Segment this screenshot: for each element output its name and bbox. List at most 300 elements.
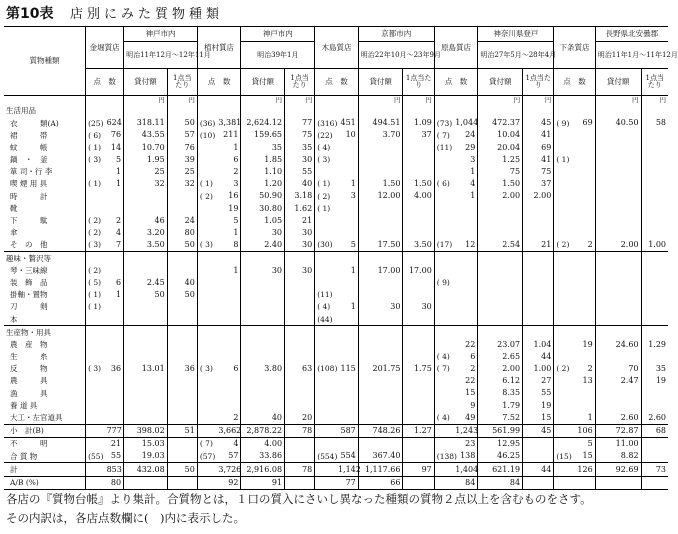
mixed-count-cell	[197, 339, 216, 351]
points-cell	[105, 264, 124, 276]
points-cell: 1,044	[455, 118, 479, 128]
mixed-count-cell	[197, 301, 216, 313]
subheader-amount: 貸付額	[595, 69, 641, 96]
points-cell: 77	[336, 476, 358, 489]
points-cell	[105, 412, 124, 425]
points-cell: 1,243	[453, 424, 478, 437]
amount-cell	[595, 351, 641, 363]
mixed-count-cell: (30)	[317, 240, 333, 250]
table-row	[4, 277, 668, 289]
per-item-cell: 68	[641, 424, 668, 437]
amount-cell: 46	[124, 215, 168, 227]
amount-cell	[358, 289, 403, 301]
table-row	[4, 363, 668, 375]
table-row	[4, 375, 668, 387]
per-item-cell: 77	[285, 117, 315, 129]
subheader-amount: 貸付額	[478, 69, 523, 96]
unit-yen: 円	[285, 96, 315, 106]
points-cell	[105, 375, 124, 387]
points-cell: 6	[233, 364, 239, 374]
points-cell: 19	[228, 203, 239, 213]
per-item-cell: 21	[523, 239, 554, 252]
amount-cell	[124, 326, 168, 339]
unit-yen: 円	[124, 96, 168, 106]
points-cell	[336, 227, 358, 239]
amount-cell: 50.90	[241, 190, 285, 202]
points-cell	[216, 277, 241, 289]
per-item-cell	[285, 105, 315, 117]
table-row	[4, 252, 668, 265]
points-cell	[216, 252, 241, 265]
points-cell: 3,662	[216, 424, 241, 437]
points-cell: 69	[582, 118, 593, 128]
row-label: 装 飾 品	[4, 277, 86, 289]
row-label: 漁 具	[4, 387, 86, 399]
shop-uemura-region: 神戸市内	[241, 27, 315, 42]
amount-cell	[358, 166, 403, 178]
per-item-cell: 4.00	[403, 190, 434, 202]
amount-cell	[478, 252, 523, 265]
unit-yen: 円	[403, 96, 434, 106]
mixed-count-cell	[434, 313, 453, 326]
unit-yen: 円	[167, 96, 197, 106]
mixed-count-cell	[197, 412, 216, 425]
amount-cell	[124, 252, 168, 265]
amount-cell: 159.65	[241, 129, 285, 141]
row-label: 小 計(B)	[4, 424, 86, 437]
mixed-count-cell: ( 4)	[436, 413, 450, 423]
mixed-count-cell	[434, 252, 453, 265]
mixed-count-cell	[315, 424, 336, 437]
mixed-count-cell: ( 2)	[88, 228, 102, 238]
points-cell	[453, 313, 478, 326]
points-cell: 138	[460, 451, 476, 461]
amount-cell: 3.50	[124, 239, 168, 252]
points-cell	[336, 166, 358, 178]
amount-cell: 4.00	[241, 438, 285, 451]
per-item-cell	[285, 252, 315, 265]
amount-cell	[358, 227, 403, 239]
table-row	[4, 190, 668, 202]
mixed-count-cell	[434, 154, 453, 166]
per-item-cell	[285, 400, 315, 412]
per-item-cell	[641, 289, 668, 301]
amount-cell: 75	[478, 166, 523, 178]
mixed-count-cell	[434, 326, 453, 339]
subheader-amount: 貸付額	[124, 69, 168, 96]
footnote-line-2: その内訳は，各店点数欄に( )内に表示した。	[6, 511, 245, 525]
points-cell	[336, 313, 358, 326]
points-cell	[105, 252, 124, 265]
per-item-cell	[641, 326, 668, 339]
per-item-cell	[641, 387, 668, 399]
row-label: 農 産 物	[4, 339, 86, 351]
amount-cell: 24.60	[595, 339, 641, 351]
points-cell	[453, 227, 478, 239]
points-cell	[105, 326, 124, 339]
per-item-cell	[167, 387, 197, 399]
amount-cell: 2,878.22	[241, 424, 285, 437]
points-cell: 15	[582, 451, 593, 461]
amount-cell	[595, 166, 641, 178]
points-cell: 84	[453, 476, 478, 489]
table-title	[6, 3, 223, 25]
row-label: 刀 剣	[4, 301, 86, 313]
per-item-cell	[403, 154, 434, 166]
mixed-count-cell: ( 3)	[88, 364, 102, 374]
mixed-count-cell	[86, 351, 105, 363]
points-cell	[573, 289, 595, 301]
points-cell: 853	[105, 463, 124, 476]
col-item-header: 質物種類	[4, 27, 86, 96]
amount-cell	[241, 105, 285, 117]
points-cell	[573, 203, 595, 215]
mixed-count-cell	[86, 313, 105, 326]
points-cell	[105, 190, 124, 202]
amount-cell: 40	[241, 412, 285, 425]
per-item-cell	[641, 313, 668, 326]
amount-cell: 32	[124, 178, 168, 190]
per-item-cell	[641, 166, 668, 178]
per-item-cell: 50	[167, 239, 197, 252]
points-cell	[336, 203, 358, 215]
points-cell: 4	[216, 438, 241, 451]
per-item-cell	[641, 450, 668, 463]
amount-cell: 50	[124, 289, 168, 301]
row-label: 大工・左官道具	[4, 412, 86, 425]
per-item-cell: 3.50	[403, 239, 434, 252]
subheader-per-item: 1点当たり	[523, 69, 554, 96]
amount-cell: 11.00	[595, 438, 641, 451]
unit-row	[4, 96, 668, 106]
points-cell: 1	[470, 191, 476, 201]
table-row	[4, 387, 668, 399]
mixed-count-cell	[554, 313, 573, 326]
per-item-cell	[167, 313, 197, 326]
mixed-count-cell	[554, 387, 573, 399]
per-item-cell: 80	[167, 227, 197, 239]
points-cell	[216, 375, 241, 387]
amount-cell	[124, 105, 168, 117]
per-item-cell	[403, 400, 434, 412]
amount-cell: 2.65	[478, 351, 523, 363]
points-cell: 5	[573, 438, 595, 451]
table-row	[4, 215, 668, 227]
mixed-count-cell: ( 6)	[88, 130, 102, 140]
points-cell	[336, 277, 358, 289]
shop-shimojo-period: 明治11年1月〜11年12月	[595, 42, 668, 69]
amount-cell: 561.99	[478, 424, 523, 437]
points-cell: 115	[340, 364, 356, 374]
amount-cell	[124, 375, 168, 387]
amount-cell	[358, 277, 403, 289]
amount-cell: 33.86	[241, 450, 285, 463]
per-item-cell: 37	[403, 129, 434, 141]
points-cell: 3	[350, 191, 356, 201]
row-label: 合 質 物	[4, 450, 86, 463]
amount-cell: 30	[241, 264, 285, 276]
row-label: 掛軸・置物	[4, 289, 86, 301]
amount-cell	[124, 412, 168, 425]
per-item-cell	[641, 215, 668, 227]
per-item-cell: 44	[523, 351, 554, 363]
points-cell	[573, 387, 595, 399]
amount-cell: 13.01	[124, 363, 168, 375]
points-cell	[453, 289, 478, 301]
amount-cell: 201.75	[358, 363, 403, 375]
amount-cell	[124, 203, 168, 215]
per-item-cell	[167, 190, 197, 202]
amount-cell: 1.50	[358, 178, 403, 190]
per-item-cell	[285, 387, 315, 399]
mixed-count-cell	[315, 400, 336, 412]
per-item-cell: 76	[167, 142, 197, 154]
amount-cell	[124, 313, 168, 326]
amount-cell	[595, 227, 641, 239]
points-cell	[336, 326, 358, 339]
amount-cell	[241, 252, 285, 265]
per-item-cell	[641, 190, 668, 202]
mixed-count-cell	[86, 387, 105, 399]
per-item-cell: 39	[167, 154, 197, 166]
points-cell	[105, 105, 124, 117]
points-cell	[336, 351, 358, 363]
per-item-cell	[403, 351, 434, 363]
per-item-cell: 51	[167, 424, 197, 437]
row-label: 反 物	[4, 363, 86, 375]
amount-cell: 17.00	[358, 264, 403, 276]
per-item-cell	[167, 400, 197, 412]
mixed-count-cell	[86, 190, 105, 202]
amount-cell	[478, 277, 523, 289]
amount-cell	[358, 142, 403, 154]
amount-cell	[478, 313, 523, 326]
per-item-cell: 1.62	[285, 203, 315, 215]
row-label: 計	[4, 463, 86, 476]
per-item-cell: 97	[403, 463, 434, 476]
amount-cell	[241, 313, 285, 326]
amount-cell	[358, 154, 403, 166]
points-cell: 16	[228, 191, 239, 201]
points-cell	[216, 400, 241, 412]
points-cell	[453, 105, 478, 117]
per-item-cell	[403, 387, 434, 399]
points-cell: 5	[350, 240, 356, 250]
unit-cell	[4, 96, 86, 106]
row-label: 鍋 ・ 釜	[4, 154, 86, 166]
mixed-count-cell	[197, 252, 216, 265]
amount-cell: 6.12	[478, 375, 523, 387]
points-cell	[453, 301, 478, 313]
points-cell: 5	[116, 154, 122, 164]
mixed-count-cell	[197, 387, 216, 399]
points-cell	[336, 142, 358, 154]
mixed-count-cell	[554, 264, 573, 276]
amount-cell: 2.00	[478, 363, 523, 375]
mixed-count-cell	[554, 424, 573, 437]
points-cell	[573, 190, 595, 202]
points-cell	[573, 178, 595, 190]
per-item-cell: 36	[167, 363, 197, 375]
per-item-cell	[403, 438, 434, 451]
mixed-count-cell: ( 3)	[317, 155, 331, 165]
amount-cell	[241, 351, 285, 363]
unit-yen: 円	[523, 96, 554, 106]
mixed-count-cell	[434, 105, 453, 117]
shop-kanahori-period: 明治11年12月〜12年11月	[124, 42, 198, 69]
mixed-count-cell	[197, 476, 216, 489]
per-item-cell	[523, 450, 554, 463]
mixed-count-cell	[434, 203, 453, 215]
amount-cell	[358, 203, 403, 215]
mixed-count-cell: (15)	[556, 451, 572, 461]
mixed-count-cell: (57)	[199, 451, 216, 461]
amount-cell: 8.35	[478, 387, 523, 399]
amount-cell	[478, 326, 523, 339]
points-cell	[573, 476, 595, 489]
amount-cell: 494.51	[358, 117, 403, 129]
per-item-cell: 21	[285, 215, 315, 227]
per-item-cell	[641, 154, 668, 166]
points-cell	[216, 387, 241, 399]
amount-cell: 92.69	[595, 463, 641, 476]
mixed-count-cell: (554)	[317, 451, 338, 461]
per-item-cell	[285, 326, 315, 339]
amount-cell: 398.02	[124, 424, 168, 437]
mixed-count-cell: (55)	[88, 451, 104, 461]
points-cell	[105, 400, 124, 412]
amount-cell: 66	[358, 476, 403, 489]
mixed-count-cell	[197, 227, 216, 239]
row-label: A/B (%)	[4, 476, 86, 489]
points-cell	[216, 313, 241, 326]
mixed-count-cell	[197, 313, 216, 326]
amount-cell	[241, 387, 285, 399]
points-cell: 3,381	[218, 118, 242, 128]
per-item-cell	[641, 476, 668, 489]
amount-cell: 432.08	[124, 463, 168, 476]
amount-cell: 748.26	[358, 424, 403, 437]
points-cell	[453, 252, 478, 265]
amount-cell: 23.07	[478, 339, 523, 351]
amount-cell	[241, 400, 285, 412]
points-cell: 36	[110, 364, 122, 374]
per-item-cell: 32	[167, 178, 197, 190]
amount-cell: 17.50	[358, 239, 403, 252]
points-cell: 4	[470, 179, 476, 189]
per-item-cell	[285, 438, 315, 451]
shop-harashima: 原島質店	[434, 27, 478, 69]
mixed-count-cell	[315, 166, 336, 178]
per-item-cell	[167, 252, 197, 265]
points-cell: 19	[582, 339, 593, 349]
table-row	[4, 438, 668, 451]
mixed-count-cell	[86, 463, 105, 476]
points-cell	[105, 339, 124, 351]
points-cell	[573, 215, 595, 227]
amount-cell	[595, 476, 641, 489]
subheader-points: 点 数	[197, 69, 241, 96]
points-cell	[216, 326, 241, 339]
amount-cell: 20.04	[478, 142, 523, 154]
per-item-cell: 40	[285, 178, 315, 190]
amount-cell	[358, 326, 403, 339]
mixed-count-cell	[554, 412, 573, 425]
mixed-count-cell	[554, 400, 573, 412]
points-cell: 6	[470, 351, 476, 361]
mixed-count-cell: (36)	[199, 118, 216, 128]
mixed-count-cell	[86, 375, 105, 387]
points-cell	[105, 351, 124, 363]
amount-cell	[358, 351, 403, 363]
mixed-count-cell	[434, 375, 453, 387]
amount-cell	[595, 215, 641, 227]
mixed-count-cell	[86, 476, 105, 489]
per-item-cell: 57	[167, 129, 197, 141]
points-cell	[573, 166, 595, 178]
points-cell: 1	[470, 167, 476, 177]
amount-cell	[124, 339, 168, 351]
footnote-line-1: 各店の『質物台帳』より集計。合質物とは，１口の質入にさいし異なった種類の質物２点以上を含むものをさす。	[6, 492, 592, 506]
mixed-count-cell: ( 9)	[556, 118, 570, 128]
amount-cell	[478, 203, 523, 215]
mixed-count-cell: ( 2)	[199, 191, 213, 201]
points-cell: 777	[105, 424, 124, 437]
per-item-cell	[403, 313, 434, 326]
table-number: 第10表	[6, 6, 54, 22]
table-row	[4, 301, 668, 313]
row-label: 琴・三味線	[4, 264, 86, 276]
mixed-count-cell	[554, 277, 573, 289]
per-item-cell	[641, 252, 668, 265]
amount-cell	[478, 301, 523, 313]
subheader-row	[4, 69, 668, 96]
table-row	[4, 117, 668, 129]
amount-cell	[478, 289, 523, 301]
per-item-cell: 63	[285, 363, 315, 375]
table-row	[4, 326, 668, 339]
mixed-count-cell	[554, 142, 573, 154]
points-cell	[573, 326, 595, 339]
amount-cell: 1.79	[478, 400, 523, 412]
per-item-cell	[641, 400, 668, 412]
per-item-cell	[641, 438, 668, 451]
mixed-count-cell	[197, 289, 216, 301]
mixed-count-cell: ( 5)	[88, 277, 102, 287]
points-cell: 55	[110, 451, 122, 461]
per-item-cell: 75	[285, 129, 315, 141]
per-item-cell: 37	[523, 178, 554, 190]
per-item-cell: 30	[285, 227, 315, 239]
subheader-amount: 貸付額	[241, 69, 285, 96]
mixed-count-cell	[197, 277, 216, 289]
per-item-cell: 1.75	[403, 363, 434, 375]
per-item-cell	[523, 438, 554, 451]
amount-cell: 1.25	[478, 154, 523, 166]
amount-cell	[595, 129, 641, 141]
mixed-count-cell	[86, 412, 105, 425]
per-item-cell: 1.00	[641, 239, 668, 252]
points-cell: 80	[105, 476, 124, 489]
table-row	[4, 424, 668, 437]
points-cell: 7	[116, 240, 122, 250]
mixed-count-cell	[197, 105, 216, 117]
per-item-cell: 78	[285, 424, 315, 437]
per-item-cell	[403, 142, 434, 154]
amount-cell: 1.85	[241, 154, 285, 166]
points-cell: 6	[233, 154, 239, 164]
unit-cell	[554, 96, 595, 106]
